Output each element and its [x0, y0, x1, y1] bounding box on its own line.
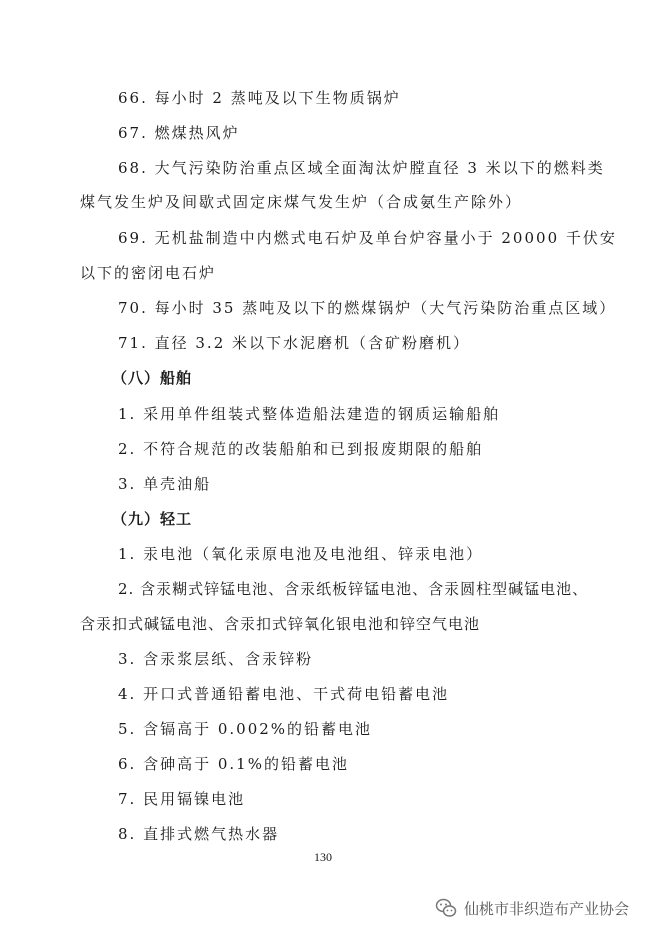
list-item: 66. 每小时 2 蒸吨及以下生物质锅炉 [118, 89, 401, 107]
list-item: 2. 不符合规范的改装船舶和已到报废期限的船舶 [118, 440, 484, 458]
list-item-continuation: 以下的密闭电石炉 [80, 264, 217, 282]
section-heading-ships: （八）船舶 [112, 369, 193, 387]
section-heading-light-industry: （九）轻工 [112, 510, 193, 528]
list-item: 3. 单壳油船 [118, 475, 212, 493]
list-item: 3. 含汞浆层纸、含汞锌粉 [118, 650, 314, 668]
list-item: 2. 含汞糊式锌锰电池、含汞纸板锌锰电池、含汞圆柱型碱锰电池、 [118, 580, 589, 598]
list-item: 70. 每小时 35 蒸吨及以下的燃煤锅炉（大气污染防治重点区域） [118, 299, 617, 317]
list-item: 7. 民用镉镍电池 [118, 790, 246, 808]
list-item: 71. 直径 3.2 米以下水泥磨机（含矿粉磨机） [118, 334, 471, 352]
list-item-continuation: 含汞扣式碱锰电池、含汞扣式锌氧化银电池和锌空气电池 [80, 615, 481, 633]
list-item: 1. 汞电池（氧化汞原电池及电池组、锌汞电池） [118, 545, 484, 563]
list-item: 67. 燃煤热风炉 [118, 124, 240, 142]
watermark [434, 896, 629, 920]
list-item: 1. 采用单件组装式整体造船法建造的钢质运输船舶 [118, 405, 501, 423]
list-item: 6. 含砷高于 0.1%的铅蓄电池 [118, 755, 349, 773]
page-number: 130 [314, 850, 332, 864]
watermark-text: 仙桃市非织造布产业协会 [464, 899, 630, 918]
list-item: 5. 含镉高于 0.002%的铅蓄电池 [118, 720, 373, 738]
wechat-icon [434, 896, 458, 920]
list-item: 4. 开口式普通铅蓄电池、干式荷电铅蓄电池 [118, 685, 450, 703]
list-item: 69. 无机盐制造中内燃式电石炉及单台炉容量小于 20000 千伏安 [118, 229, 617, 247]
list-item: 68. 大气污染防治重点区域全面淘汰炉膛直径 3 米以下的燃料类 [118, 159, 605, 177]
list-item-continuation: 煤气发生炉及间歇式固定床煤气发生炉（合成氨生产除外） [80, 193, 523, 211]
list-item: 8. 直排式燃气热水器 [118, 825, 280, 843]
